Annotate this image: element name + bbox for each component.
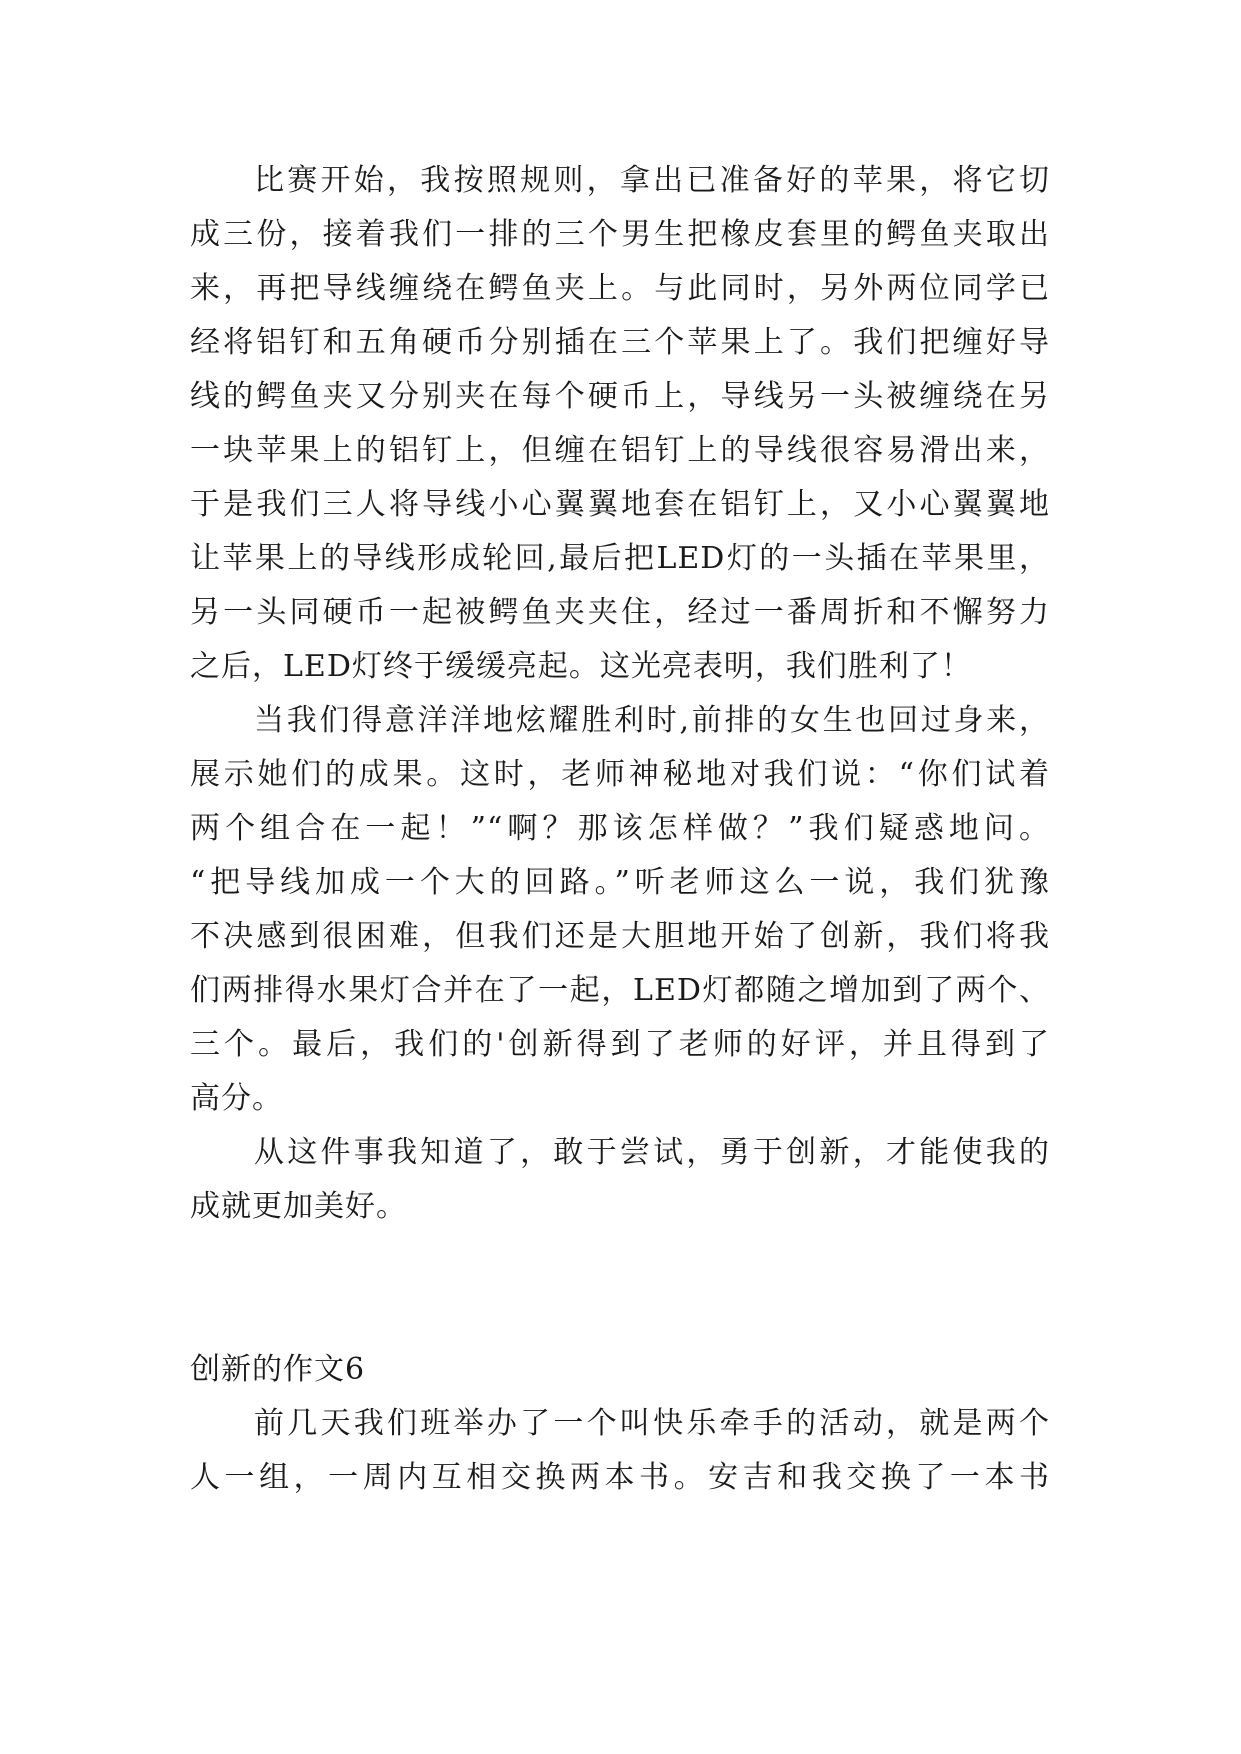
paragraph-line: 比赛开始，我按照规则，拿出已准备好的苹果，将它切	[254, 163, 1050, 198]
paragraph-line: 不决感到很困难，但我们还是大胆地开始了创新，我们将我	[190, 919, 1050, 954]
paragraph-line: 另一头同硬币一起被鳄鱼夹夹住，经过一番周折和不懈努力	[190, 595, 1050, 630]
paragraph-line: 前几天我们班举办了一个叫快乐牵手的活动，就是两个	[254, 1406, 1050, 1441]
paragraph-4	[190, 1397, 1050, 1505]
paragraph-line: 成三份，接着我们一排的三个男生把橡皮套里的鳄鱼夹取出	[190, 217, 1050, 252]
paragraph-line: 成就更加美好。	[190, 1189, 407, 1224]
paragraph-line: “把导线加成一个大的回路。”听老师这么一说，我们犹豫	[190, 865, 1050, 900]
paragraph-line: 让苹果上的导线形成轮回,最后把LED灯的一头插在苹果里，	[190, 541, 1050, 576]
section-heading: 创新的作文6	[190, 1352, 366, 1387]
paragraph-line: 人一组，一周内互相交换两本书。安吉和我交换了一本书	[190, 1460, 1050, 1495]
paragraph-line: 之后，LED灯终于缓缓亮起。这光亮表明，我们胜利了！	[190, 649, 972, 684]
paragraph-line: 从这件事我知道了，敢于尝试，勇于创新，才能使我的	[254, 1135, 1050, 1170]
paragraph-line: 线的鳄鱼夹又分别夹在每个硬币上，导线另一头被缠绕在另	[190, 379, 1050, 414]
paragraph-line: 当我们得意洋洋地炫耀胜利时,前排的女生也回过身来，	[254, 703, 1050, 738]
paragraph-line: 高分。	[190, 1081, 283, 1116]
paragraph-3	[190, 1126, 1050, 1234]
paragraph-line: 展示她们的成果。这时，老师神秘地对我们说：“你们试着	[190, 757, 1050, 792]
paragraph-line: 经将铝钉和五角硬币分别插在三个苹果上了。我们把缠好导	[190, 325, 1050, 360]
paragraph-1	[190, 154, 1050, 694]
paragraph-line: 们两排得水果灯合并在了一起，LED灯都随之增加到了两个、	[190, 973, 1050, 1008]
paragraph-line: 来，再把导线缠绕在鳄鱼夹上。与此同时，另外两位同学已	[190, 271, 1050, 306]
paragraph-line: 三个。最后，我们的'创新得到了老师的好评，并且得到了	[190, 1027, 1050, 1062]
paragraph-line: 一块苹果上的铝钉上，但缠在铝钉上的导线很容易滑出来，	[190, 433, 1050, 468]
paragraph-line: 两个组合在一起！”“啊？那该怎样做？”我们疑惑地问。	[190, 811, 1050, 846]
paragraph-line: 于是我们三人将导线小心翼翼地套在铝钉上，又小心翼翼地	[190, 487, 1050, 522]
paragraph-2	[190, 694, 1050, 1126]
